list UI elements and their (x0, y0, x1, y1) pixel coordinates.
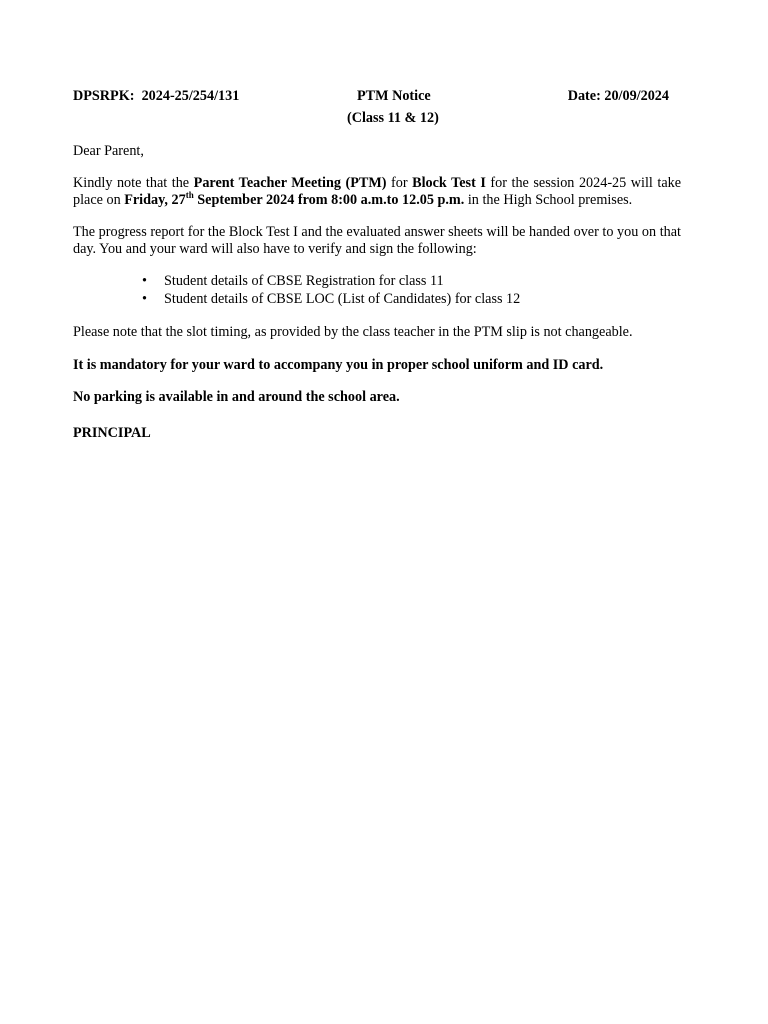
bullet-icon: • (142, 291, 147, 307)
text-segment: for the session 2024-25 will take place on (73, 175, 682, 208)
text-segment: for (386, 175, 413, 191)
salutation: Dear Parent, (73, 143, 144, 159)
text-segment: in the High School premises. (464, 192, 633, 208)
date-ordinal: th (185, 190, 194, 200)
reference-value: 2024-25/254/131 (141, 88, 240, 104)
meeting-time: September 2024 from 8:00 a.m.to 12.05 p.m. (193, 192, 465, 208)
verification-list (140, 273, 520, 309)
notice-subtitle: (Class 11 & 12) (347, 110, 439, 126)
notice-header (73, 88, 681, 105)
notice-title: PTM Notice (357, 88, 431, 104)
list-item (140, 291, 520, 309)
list-item-text: Student details of CBSE Registration for class 11 (164, 273, 444, 289)
meeting-day: Friday, 27 (124, 192, 186, 208)
test-name: Block Test I (412, 175, 486, 191)
reference-number (73, 88, 239, 105)
reference-label: DPSRPK: (73, 88, 135, 104)
text-segment: Kindly note that the (73, 175, 194, 191)
meeting-details-paragraph (73, 175, 681, 209)
progress-report-paragraph: The progress report for the Block Test I and the evaluated answer sheets will be handed over to you on that day. You and your ward will also have to verify and sign the following: (73, 224, 681, 257)
meeting-name: Parent Teacher Meeting (PTM) (193, 175, 387, 191)
meeting-date (124, 192, 464, 208)
slot-timing-note: Please note that the slot timing, as provided by the class teacher in the PTM slip is not changeable. (73, 324, 633, 340)
list-item (140, 273, 520, 291)
parking-notice: No parking is available in and around the school area. (73, 389, 400, 405)
uniform-notice: It is mandatory for your ward to accompany you in proper school uniform and ID card. (73, 357, 604, 373)
bullet-icon: • (142, 273, 147, 289)
signature: PRINCIPAL (73, 425, 151, 441)
notice-date: Date: 20/09/2024 (567, 88, 669, 104)
list-item-text: Student details of CBSE LOC (List of Candidates) for class 12 (164, 291, 521, 307)
